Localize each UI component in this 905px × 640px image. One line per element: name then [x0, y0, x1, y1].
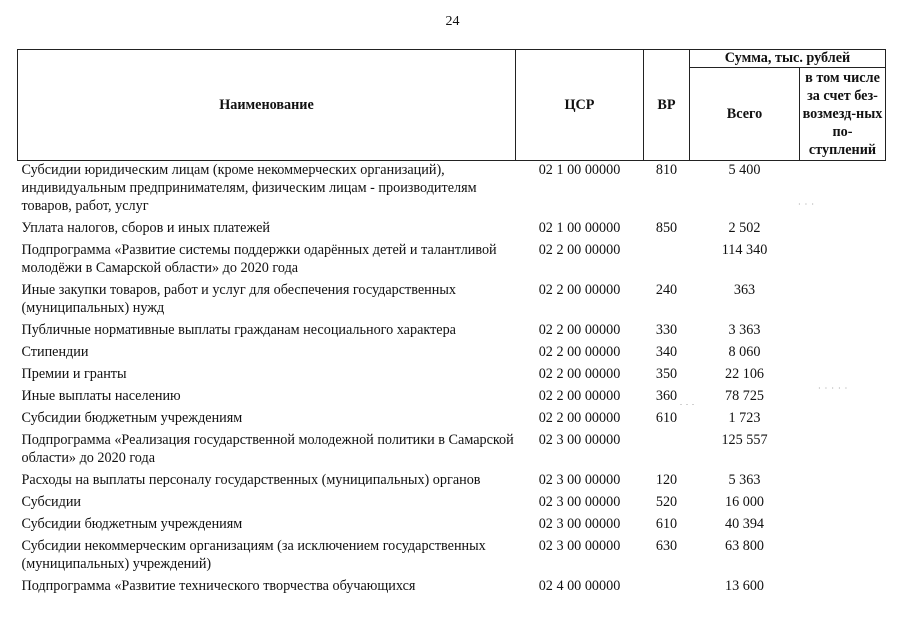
row-csr: 02 1 00 00000 — [538, 162, 621, 178]
row-csr: 02 2 00 00000 — [538, 344, 621, 360]
row-csr: 02 2 00 00000 — [538, 410, 621, 426]
table-row — [18, 219, 886, 241]
row-total: 1 723 — [728, 410, 761, 426]
row-total: 22 106 — [724, 366, 764, 382]
row-total: 3 363 — [728, 322, 761, 338]
row-csr: 02 3 00 00000 — [538, 432, 621, 448]
table-row — [18, 409, 886, 431]
row-csr: 02 3 00 00000 — [538, 538, 621, 554]
header-csr: ЦСР — [516, 50, 644, 161]
row-free-receipts — [800, 537, 886, 577]
table-row — [18, 161, 886, 220]
row-free-receipts — [800, 577, 886, 599]
header-total: Всего — [690, 68, 800, 161]
row-total: 114 340 — [721, 242, 768, 258]
row-vr: 520 — [655, 494, 678, 510]
row-vr: 630 — [655, 538, 678, 554]
row-free-receipts — [800, 471, 886, 493]
table-row — [18, 321, 886, 343]
row-csr: 02 4 00 00000 — [538, 578, 621, 594]
row-vr: 810 — [655, 162, 678, 178]
row-total: 363 — [733, 282, 756, 298]
table-body — [18, 161, 886, 600]
row-csr: 02 2 00 00000 — [538, 388, 621, 404]
row-csr: 02 3 00 00000 — [538, 472, 621, 488]
row-csr: 02 2 00 00000 — [538, 366, 621, 382]
scan-artifact: · · · — [798, 200, 815, 209]
row-total: 13 600 — [724, 578, 764, 594]
row-total: 8 060 — [728, 344, 761, 360]
row-free-receipts — [800, 281, 886, 321]
row-vr: 610 — [655, 516, 678, 532]
row-vr: 360 — [655, 388, 678, 404]
row-total: 63 800 — [724, 538, 764, 554]
row-free-receipts — [800, 219, 886, 241]
row-name: Уплата налогов, сборов и иных платежей — [21, 220, 270, 236]
row-free-receipts — [800, 343, 886, 365]
row-name: Субсидии бюджетным учреждениям — [21, 410, 243, 426]
budget-table — [17, 49, 886, 599]
row-name: Иные закупки товаров, работ и услуг для обеспечения государственных (муниципальных) нужд — [21, 282, 456, 316]
scan-artifact: . . . — [680, 398, 695, 407]
table-row — [18, 471, 886, 493]
row-name: Субсидии бюджетным учреждениям — [21, 516, 243, 532]
row-csr: 02 3 00 00000 — [538, 516, 621, 532]
table-row — [18, 577, 886, 599]
table-row — [18, 343, 886, 365]
header-vr: ВР — [644, 50, 690, 161]
row-csr: 02 3 00 00000 — [538, 494, 621, 510]
row-name: Субсидии некоммерческим организациям (за исключением государственных (муниципальных) учреждений) — [21, 538, 486, 572]
row-csr: 02 2 00 00000 — [538, 282, 621, 298]
header-name: Наименование — [18, 50, 516, 161]
row-name: Подпрограмма «Развитие технического творчества обучающихся — [21, 578, 416, 594]
row-name: Иные выплаты населению — [21, 388, 181, 404]
table-row — [18, 493, 886, 515]
row-name: Премии и гранты — [21, 366, 127, 382]
header-sum-group: Сумма, тыс. рублей — [690, 50, 886, 68]
row-vr: 240 — [655, 282, 678, 298]
row-total: 5 400 — [728, 162, 761, 178]
row-name: Расходы на выплаты персоналу государственных (муниципальных) органов — [21, 472, 481, 488]
row-vr: 330 — [655, 322, 678, 338]
table-row — [18, 281, 886, 321]
row-vr: 610 — [655, 410, 678, 426]
row-total: 78 725 — [724, 388, 764, 404]
row-vr: 120 — [655, 472, 678, 488]
table-row — [18, 241, 886, 281]
row-vr — [644, 577, 690, 599]
row-free-receipts — [800, 409, 886, 431]
row-csr: 02 1 00 00000 — [538, 220, 621, 236]
row-name: Субсидии юридическим лицам (кроме некоммерческих организаций), индивидуальным предпринимателям, физическим лицам - производителям товаров, работ, услуг — [21, 162, 477, 214]
row-total: 40 394 — [724, 516, 764, 532]
row-name: Публичные нормативные выплаты гражданам несоциального характера — [21, 322, 456, 338]
row-vr: 340 — [655, 344, 678, 360]
row-free-receipts — [800, 515, 886, 537]
row-csr: 02 2 00 00000 — [538, 322, 621, 338]
row-free-receipts — [800, 493, 886, 515]
row-total: 125 557 — [721, 432, 768, 448]
table-row — [18, 431, 886, 471]
table-row — [18, 365, 886, 387]
row-name: Подпрограмма «Развитие системы поддержки одарённых детей и талантливой молодёжи в Самарской области» до 2020 года — [21, 242, 497, 276]
row-total: 2 502 — [728, 220, 761, 236]
row-free-receipts — [800, 431, 886, 471]
row-name: Субсидии — [21, 494, 82, 510]
row-vr: 350 — [655, 366, 678, 382]
row-vr — [644, 431, 690, 471]
page-number: 24 — [445, 14, 460, 29]
table-row — [18, 515, 886, 537]
table-row — [18, 537, 886, 577]
row-free-receipts — [800, 161, 886, 220]
row-total: 16 000 — [724, 494, 764, 510]
row-name: Стипендии — [21, 344, 89, 360]
row-free-receipts — [800, 241, 886, 281]
row-csr: 02 2 00 00000 — [538, 242, 621, 258]
row-vr: 850 — [655, 220, 678, 236]
row-name: Подпрограмма «Реализация государственной молодежной политики в Самарской области» до 2020 года — [21, 432, 514, 466]
row-total: 5 363 — [728, 472, 761, 488]
header-free-receipts: в том числе за счет без-возмезд-ных по-ступлений — [800, 68, 886, 161]
row-vr — [644, 241, 690, 281]
table-row — [18, 387, 886, 409]
row-free-receipts — [800, 321, 886, 343]
scan-artifact: · · · · · — [818, 384, 849, 393]
